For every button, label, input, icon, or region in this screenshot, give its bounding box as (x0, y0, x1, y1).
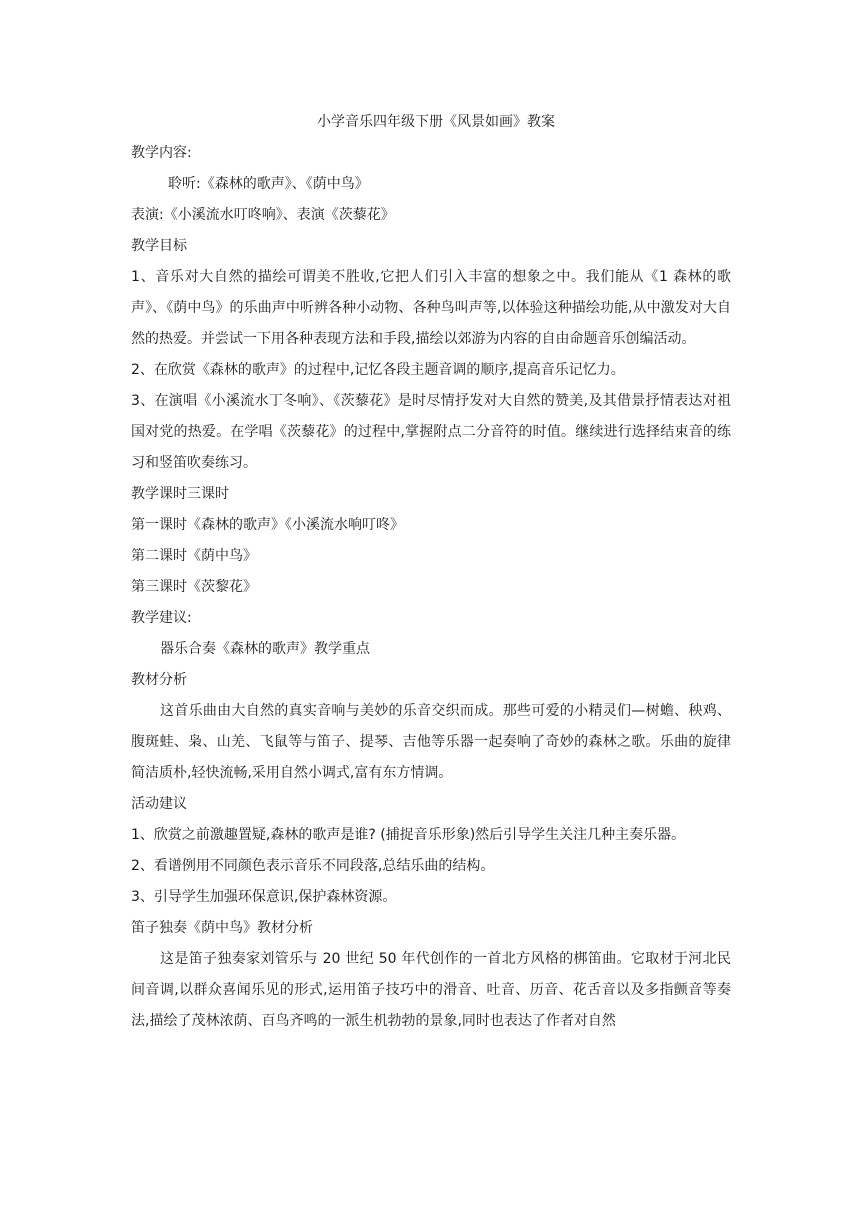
material-analysis-text: 这首乐曲由大自然的真实音响与美妙的乐音交织而成。那些可爱的小精灵们—树蟾、秧鸡、腹斑蛙、枭、山羌、飞鼠等与笛子、提琴、吉他等乐器一起奏响了奇妙的森林之歌。乐曲的旋律简洁质朴,轻快流畅,采用自然小调式,富有东方情调。 (131, 703, 731, 781)
activity-2: 2、看谱例用不同颜色表示音乐不同段落,总结乐曲的结构。 (131, 858, 495, 874)
goal-3: 3、在演唱《小溪流水丁冬响》、《茨藜花》是时尽情抒发对大自然的赞美,及其借景抒情表达对祖国对党的热爱。在学唱《茨藜花》的过程中,掌握附点二分音符的时值。继续进行选择结束音的练习和竖笛吹奏练习。 (131, 393, 731, 471)
advice-focus: 器乐合奏《森林的歌声》教学重点 (160, 641, 370, 657)
flute-solo-text: 这是笛子独奏家刘管乐与 20 世纪 50 年代创作的一首北方风格的梆笛曲。它取材于河北民间音调,以群众喜闻乐见的形式,运用笛子技巧中的滑音、吐音、历音、花舌音以及多指颤音等奏法,描绘了茂林浓荫、百鸟齐鸣的一派生机勃勃的景象,同时也表达了作者对自然 (131, 951, 731, 1029)
teaching-content-heading: 教学内容: (131, 145, 192, 161)
goal-1: 1、音乐对大自然的描绘可谓美不胜收,它把人们引入丰富的想象之中。我们能从《1 森林的歌声》、《荫中鸟》的乐曲声中听辨各种小动物、各种鸟叫声等,以体验这种描绘功能,从中激发对大自然的热爱。并尝试一下用各种表现方法和手段,描绘以郊游为内容的自由命题音乐创编活动。 (131, 269, 731, 347)
lesson-1: 第一课时《森林的歌声》《小溪流水响叮咚》 (131, 517, 404, 533)
performance-line: 表演:《小溪流水叮咚响》、表演《茨藜花》 (131, 207, 395, 223)
document-title: 小学音乐四年级下册《风景如画》教案 (317, 114, 555, 130)
teaching-goals-heading: 教学目标 (131, 238, 187, 254)
teaching-advice-heading: 教学建议: (131, 610, 192, 626)
activity-3: 3、引导学生加强环保意识,保护森林资源。 (131, 889, 397, 905)
material-analysis-heading: 教材分析 (131, 672, 187, 688)
activity-advice-heading: 活动建议 (131, 796, 187, 812)
lesson-3: 第三课时《茨黎花》 (131, 579, 257, 595)
activity-1: 1、欣赏之前激趣置疑,森林的歌声是谁? (捕捉音乐形象)然后引导学生关注几种主奏乐器。 (131, 827, 686, 843)
document-body (131, 107, 731, 1037)
lesson-2: 第二课时《荫中鸟》 (131, 548, 257, 564)
teaching-hours-heading: 教学课时三课时 (131, 486, 229, 502)
listening-line: 聆听:《森林的歌声》、《荫中鸟》 (168, 176, 369, 192)
goal-2: 2、在欣赏《森林的歌声》的过程中,记忆各段主题音调的顺序,提高音乐记忆力。 (131, 362, 625, 378)
flute-solo-heading: 笛子独奏《荫中鸟》教材分析 (131, 920, 313, 936)
